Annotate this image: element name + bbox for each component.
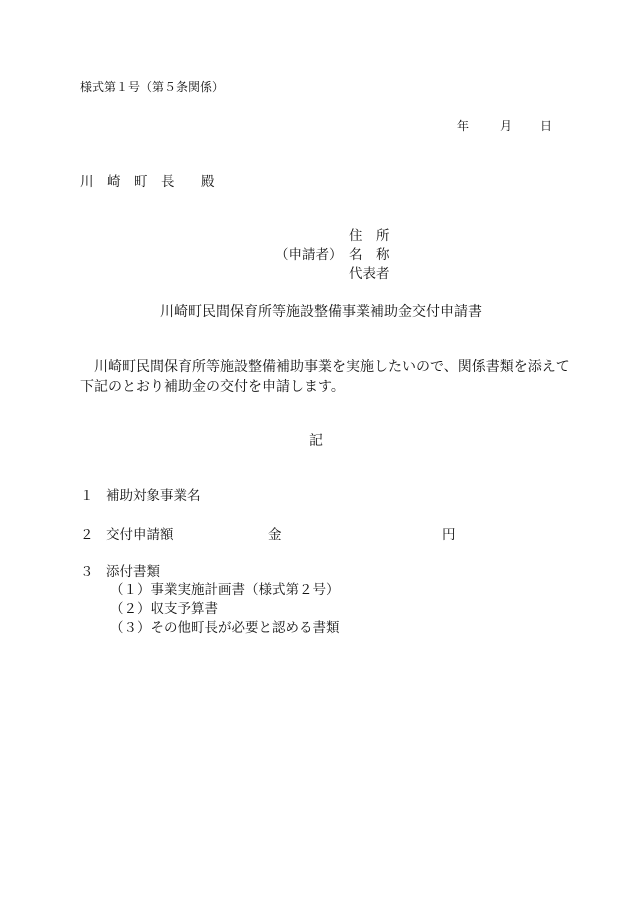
- date-year-label: 年: [457, 119, 470, 133]
- applicant-label: （申請者）: [275, 247, 343, 263]
- document-title: 川崎町民間保育所等施設整備事業補助金交付申請書: [160, 304, 482, 320]
- name-label: 名 称: [349, 247, 390, 263]
- body-text-line: 川崎町民間保育所等施設整備補助事業を実施したいので、関係書類を添えて: [80, 359, 570, 375]
- item-number: ２: [80, 527, 94, 543]
- form-number: 様式第１号（第５条関係）: [80, 80, 225, 94]
- representative-label: 代表者: [349, 266, 390, 282]
- amount-unit: 円: [442, 527, 456, 543]
- amount-prefix: 金: [268, 527, 282, 543]
- addressee-char: 崎: [107, 174, 121, 190]
- attachment-item: （１）事業実施計画書（様式第２号）: [110, 582, 340, 598]
- item-label: 交付申請額: [106, 527, 174, 543]
- addressee-char: 川: [80, 174, 94, 190]
- address-label: 住 所: [349, 228, 390, 244]
- addressee: [80, 176, 215, 190]
- ki-heading: 記: [309, 433, 323, 449]
- date-month-label: 月: [500, 119, 513, 133]
- addressee-char: 殿: [201, 174, 215, 190]
- item-label: 添付書類: [106, 564, 160, 580]
- date-day-label: 日: [540, 119, 553, 133]
- attachment-item: （２）収支予算書: [110, 601, 218, 617]
- addressee-char: 長: [161, 174, 175, 190]
- item-label: 補助対象事業名: [106, 488, 201, 504]
- body-text-line: 下記のとおり補助金の交付を申請します。: [80, 379, 345, 395]
- attachment-item: （３）その他町長が必要と認める書類: [110, 620, 340, 636]
- addressee-char: 町: [134, 174, 148, 190]
- item-number: ３: [80, 564, 94, 580]
- item-number: １: [80, 488, 94, 504]
